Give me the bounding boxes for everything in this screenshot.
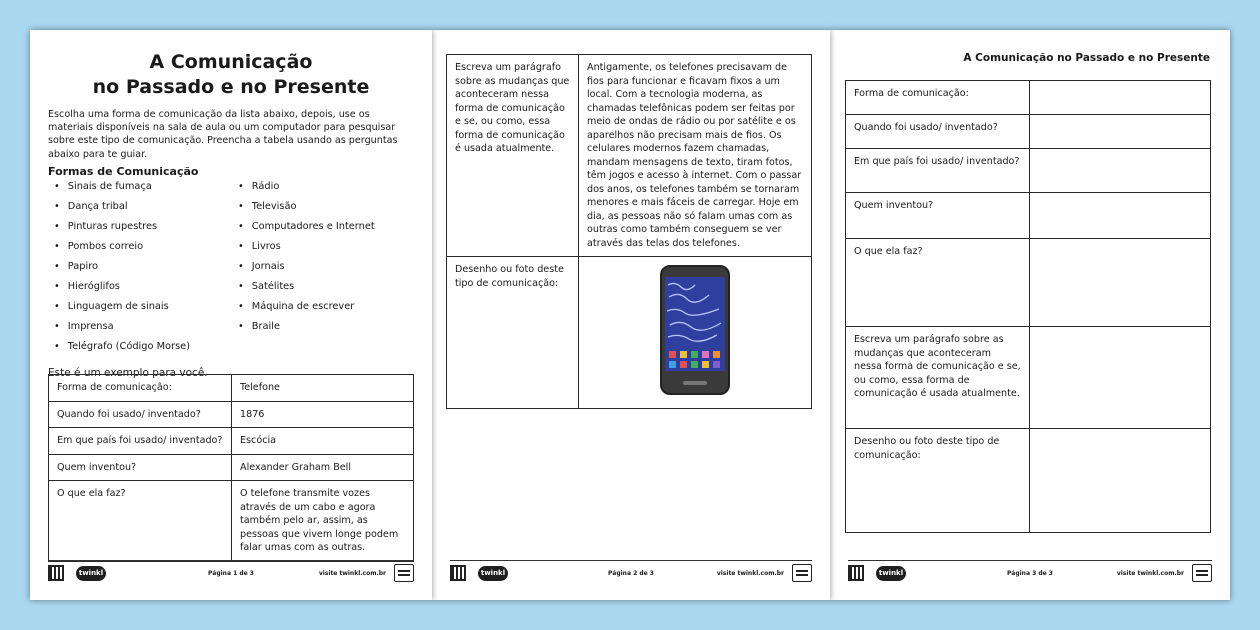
table-row <box>846 149 1211 193</box>
answer-cell[interactable] <box>1030 239 1211 327</box>
table-row <box>49 428 414 455</box>
table-row <box>846 429 1211 533</box>
site-link[interactable]: visite twinkl.com.br <box>1116 570 1184 577</box>
table-row <box>447 257 812 409</box>
table-cell-label: Em que país foi usado/ inventado? <box>49 428 232 455</box>
forms-heading: Formas de Comunicação <box>48 164 199 178</box>
page-footer <box>48 560 414 584</box>
table-cell-label: Desenho ou foto deste tipo de comunicação: <box>447 257 579 409</box>
page-title: A Comunicação no Passado e no Presente <box>963 52 1210 64</box>
table-row <box>846 115 1211 149</box>
table-row <box>49 375 414 402</box>
list-item: • Braile <box>238 321 375 341</box>
table-row <box>846 193 1211 239</box>
list-item: • Papiro <box>54 261 238 281</box>
page-footer <box>848 560 1212 584</box>
quality-stamp-icon <box>394 564 414 582</box>
title-line-1: A Comunicação <box>149 51 313 73</box>
list-item: • Rádio <box>238 181 375 201</box>
answer-cell[interactable] <box>1030 429 1211 533</box>
page-number: Página 3 de 3 <box>1007 570 1053 577</box>
table-row <box>846 239 1211 327</box>
twinkl-logo-icon: twinkl <box>478 566 508 581</box>
blank-worksheet-table <box>845 80 1211 533</box>
answer-cell[interactable] <box>1030 193 1211 239</box>
list-item: • Dança tribal <box>54 201 238 221</box>
table-cell-value: 1876 <box>232 401 414 428</box>
forms-list <box>54 181 432 361</box>
list-item: • Computadores e Internet <box>238 221 375 241</box>
table-cell-value: Escócia <box>232 428 414 455</box>
forms-column-2 <box>238 181 375 361</box>
example-table-continued <box>446 54 812 409</box>
table-cell-value: Antigamente, os telefones precisavam de fios para funcionar e ficavam fixos a um local. Com a tecnologia moderna, as chamadas telefônicas podem ser feitas por meio de ondas de rádio ou por satélite e os aparelhos não precisam mais de fios. Os celulares modernos fazem chamadas, mandam mensagens de texto, tiram fotos, têm jogos e acesso à internet. Com o passar dos anos, os telefones também se tornaram menores e mais fáceis de carregar. Hoje em dia, as pessoas não só falam umas com as outras como também conseguem se ver através das telas dos telefones. <box>579 55 812 257</box>
table-cell-label: Desenho ou foto deste tipo de comunicação: <box>846 429 1030 533</box>
list-item: • Livros <box>238 241 375 261</box>
table-cell-label: Forma de comunicação: <box>49 375 232 402</box>
table-cell-image <box>579 257 812 409</box>
table-row <box>49 401 414 428</box>
table-cell-label: Quando foi usado/ inventado? <box>49 401 232 428</box>
table-cell-label: Escreva um parágrafo sobre as mudanças que aconteceram nessa forma de comunicação e se, ou como, essa forma de comunicação é usada atualmente. <box>447 55 579 257</box>
list-item: • Jornais <box>238 261 375 281</box>
worksheet-page-3 <box>830 30 1230 600</box>
table-cell-label: O que ela faz? <box>49 481 232 562</box>
page-title <box>30 50 432 100</box>
example-table <box>48 374 414 562</box>
table-row <box>447 55 812 257</box>
table-cell-label: Forma de comunicação: <box>846 81 1030 115</box>
list-item: • Telégrafo (Código Morse) <box>54 341 238 361</box>
answer-cell[interactable] <box>1030 149 1211 193</box>
quality-stamp-icon <box>1192 564 1212 582</box>
list-item: • Satélites <box>238 281 375 301</box>
list-item: • Pombos correio <box>54 241 238 261</box>
worksheet-page-2 <box>432 30 830 600</box>
list-item: • Imprensa <box>54 321 238 341</box>
list-item: • Sinais de fumaça <box>54 181 238 201</box>
answer-cell[interactable] <box>1030 115 1211 149</box>
intro-paragraph: Escolha uma forma de comunicação da lista abaixo, depois, use os materiais disponíveis na sala de aula ou um computador para pesquisar sobre este tipo de comunicação. Preencha a tabela usando as perguntas abaixo para te guiar. <box>48 109 398 160</box>
title-line-2: no Passado e no Presente <box>92 76 370 98</box>
list-item: • Pinturas rupestres <box>54 221 238 241</box>
table-cell-label: O que ela faz? <box>846 239 1030 327</box>
table-cell-label: Quem inventou? <box>846 193 1030 239</box>
page-number: Página 2 de 3 <box>608 570 654 577</box>
list-item: • Máquina de escrever <box>238 301 375 321</box>
site-link[interactable]: visite twinkl.com.br <box>318 570 386 577</box>
page-number: Página 1 de 3 <box>208 570 254 577</box>
list-item: • Hieróglifos <box>54 281 238 301</box>
twinkl-logo-icon: twinkl <box>76 566 106 581</box>
table-cell-value: O telefone transmite vozes através de um cabo e agora também pelo ar, assim, as pessoas que vivem longe podem falar umas com as outras. <box>232 481 414 562</box>
page-footer <box>450 560 812 584</box>
example-label: Este é um exemplo para você. <box>48 366 208 379</box>
list-item: • Linguagem de sinais <box>54 301 238 321</box>
table-row <box>846 327 1211 429</box>
table-cell-label: Quem inventou? <box>49 454 232 481</box>
table-cell-label: Em que país foi usado/ inventado? <box>846 149 1030 193</box>
answer-cell[interactable] <box>1030 327 1211 429</box>
table-cell-label: Quando foi usado/ inventado? <box>846 115 1030 149</box>
table-row <box>846 81 1211 115</box>
site-link[interactable]: visite twinkl.com.br <box>716 570 784 577</box>
twinkl-logo-icon: twinkl <box>876 566 906 581</box>
table-cell-label: Escreva um parágrafo sobre as mudanças que aconteceram nessa forma de comunicação e se, ou como, essa forma de comunicação é usada atualmente. <box>846 327 1030 429</box>
table-row <box>49 481 414 562</box>
quality-stamp-icon <box>792 564 812 582</box>
worksheet-page-1 <box>30 30 432 600</box>
table-cell-value: Alexander Graham Bell <box>232 454 414 481</box>
answer-cell[interactable] <box>1030 81 1211 115</box>
forms-column-1 <box>54 181 238 361</box>
smartphone-drawing-icon <box>655 263 735 397</box>
list-item: • Televisão <box>238 201 375 221</box>
table-row <box>49 454 414 481</box>
table-cell-value: Telefone <box>232 375 414 402</box>
